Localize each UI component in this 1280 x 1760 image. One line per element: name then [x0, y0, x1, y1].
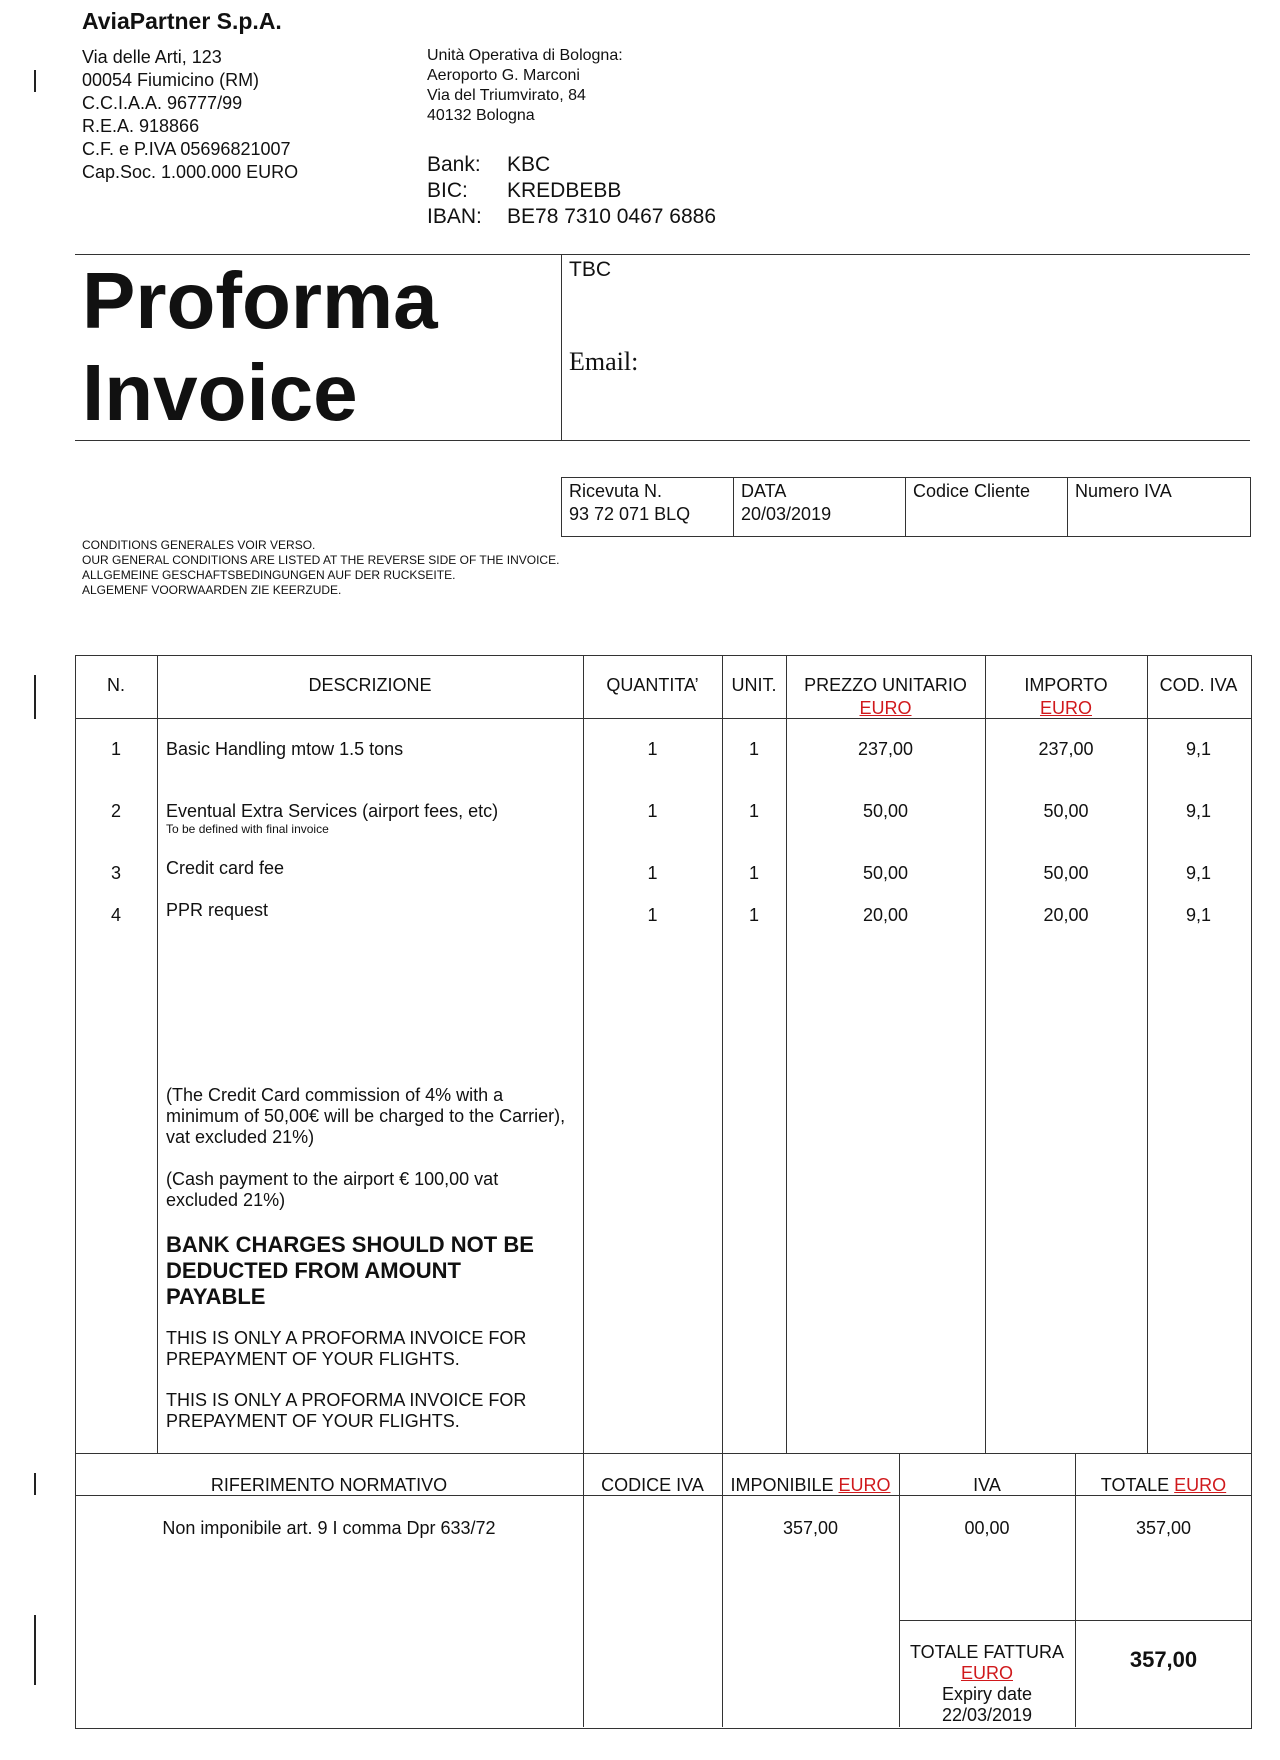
row-unit: 1: [748, 801, 759, 821]
row-unit-price: 20,00: [862, 905, 909, 925]
unit-line: Via del Triumvirato, 84: [427, 87, 586, 104]
divider: [733, 478, 734, 536]
data-cell: [741, 480, 831, 526]
row-unit: 1: [748, 905, 759, 925]
condition-line: ALLGEMEINE GESCHAFTSBEDINGUNGEN AUF DER RUCKSEITE.: [82, 568, 456, 582]
row-vat-code: 9,1: [1185, 863, 1212, 883]
proforma-notice: [166, 1328, 526, 1370]
row-amount: 50,00: [1043, 801, 1089, 821]
summary-totale: 357,00: [1135, 1518, 1192, 1538]
totale-label: TOTALE: [1100, 1475, 1170, 1495]
address-line: 00054 Fiumicino (RM): [82, 70, 260, 90]
divider: [905, 478, 906, 536]
general-conditions: [82, 538, 559, 598]
notice-line: BANK CHARGES SHOULD NOT BE: [166, 1232, 534, 1257]
condition-line: ALGEMENF VOORWAARDEN ZIE KEERZUDE.: [82, 583, 342, 597]
address-line: C.F. e P.IVA 05696821007: [82, 139, 291, 159]
divider: [985, 655, 986, 1453]
row-quantity: 1: [647, 739, 658, 759]
col-header-cod-iva: COD. IVA: [1159, 675, 1238, 695]
row-unit-price: 237,00: [857, 739, 914, 759]
margin-mark: [34, 70, 36, 92]
col-header-n: N.: [107, 675, 125, 695]
notice-line: PREPAYMENT OF YOUR FLIGHTS.: [166, 1411, 460, 1431]
prezzo-currency: EURO: [859, 698, 912, 718]
col-header-unit: UNIT.: [731, 675, 777, 695]
address-line: Cap.Soc. 1.000.000 EURO: [82, 162, 299, 182]
summary-riferimento: Non imponibile art. 9 I comma Dpr 633/72: [162, 1518, 496, 1538]
company-address: [82, 46, 298, 184]
row-number: 3: [110, 863, 121, 883]
recipient-email-label: Email:: [569, 347, 639, 376]
row-note: To be defined with final invoice: [166, 822, 329, 836]
recipient-name: TBC: [569, 258, 611, 281]
unit-line: 40132 Bologna: [427, 107, 535, 124]
title-line: Proforma: [82, 256, 438, 345]
divider: [722, 655, 723, 1453]
condition-line: OUR GENERAL CONDITIONS ARE LISTED AT THE REVERSE SIDE OF THE INVOICE.: [82, 553, 560, 567]
row-unit-price: 50,00: [862, 863, 909, 883]
row-amount: 50,00: [1043, 863, 1089, 883]
summary-header-riferimento: RIFERIMENTO NORMATIVO: [210, 1475, 448, 1495]
unit-line: Unità Operativa di Bologna:: [427, 47, 623, 64]
row-description: Basic Handling mtow 1.5 tons: [166, 739, 404, 759]
col-header-quantita: QUANTITA’: [606, 675, 699, 695]
ricevuta-value: 93 72 071 BLQ: [569, 504, 691, 524]
divider: [1147, 655, 1148, 1453]
row-quantity: 1: [647, 801, 658, 821]
bic-label: BIC:: [427, 179, 468, 202]
company-name: AviaPartner S.p.A.: [82, 8, 282, 34]
title-line: Invoice: [82, 348, 358, 437]
margin-mark: [34, 1615, 36, 1645]
notice-line: THIS IS ONLY A PROFORMA INVOICE FOR: [166, 1390, 527, 1410]
data-label: DATA: [741, 481, 787, 501]
address-line: Via delle Arti, 123: [82, 47, 222, 67]
receipt-box: [561, 477, 1251, 537]
importo-currency: EURO: [1039, 698, 1092, 718]
row-amount: 20,00: [1043, 905, 1089, 925]
note-line: (The Credit Card commission of 4% with a: [166, 1085, 504, 1105]
summary-iva: 00,00: [964, 1518, 1010, 1538]
notice-line: PAYABLE: [166, 1284, 266, 1309]
totale-fattura-block: [899, 1642, 1075, 1726]
margin-mark: [34, 1645, 36, 1685]
ricevuta-cell: [569, 480, 690, 526]
row-number: 4: [110, 905, 121, 925]
bank-charges-notice: [166, 1232, 534, 1310]
row-vat-code: 9,1: [1185, 905, 1212, 925]
row-quantity: 1: [647, 905, 658, 925]
address-line: C.C.I.A.A. 96777/99: [82, 93, 243, 113]
bank-label: Bank:: [427, 153, 481, 176]
unit-line: Aeroporto G. Marconi: [427, 67, 580, 84]
numero-iva-label: Numero IVA: [1075, 481, 1172, 501]
row-unit: 1: [748, 863, 759, 883]
condition-line: CONDITIONS GENERALES VOIR VERSO.: [82, 538, 316, 552]
summary-header-codice-iva: CODICE IVA: [601, 1475, 704, 1495]
row-number: 1: [110, 739, 121, 759]
address-line: R.E.A. 918866: [82, 116, 200, 136]
divider: [1067, 478, 1068, 536]
expiry-label: Expiry date: [941, 1684, 1033, 1704]
notice-line: THIS IS ONLY A PROFORMA INVOICE FOR: [166, 1328, 527, 1348]
data-value: 20/03/2019: [741, 504, 832, 524]
prezzo-label: PREZZO UNITARIO: [804, 675, 967, 695]
document-title: [82, 255, 438, 439]
divider: [786, 655, 787, 1453]
summary-header-totale: [1075, 1474, 1252, 1497]
proforma-notice: [166, 1390, 526, 1432]
notice-line: PREPAYMENT OF YOUR FLIGHTS.: [166, 1349, 460, 1369]
expiry-date: 22/03/2019: [941, 1705, 1033, 1725]
row-amount: 237,00: [1038, 739, 1094, 759]
bic-value: KREDBEBB: [507, 179, 622, 202]
summary-header-iva: IVA: [973, 1475, 1001, 1495]
note-line: vat excluded 21%): [166, 1127, 315, 1147]
summary-imponibile: 357,00: [782, 1518, 839, 1538]
row-description: Credit card fee: [166, 858, 285, 878]
note-line: excluded 21%): [166, 1190, 286, 1210]
note-line: minimum of 50,00€ will be charged to the Carrier),: [166, 1106, 566, 1126]
row-vat-code: 9,1: [1185, 739, 1212, 759]
bank-details: [427, 152, 716, 230]
divider: [561, 254, 562, 440]
divider: [157, 655, 158, 1453]
totale-fattura-label: TOTALE FATTURA: [909, 1642, 1065, 1662]
iban-value: BE78 7310 0467 6886: [507, 205, 717, 228]
imponibile-label: IMPONIBILE: [730, 1475, 834, 1495]
row-description: PPR request: [166, 900, 269, 920]
col-header-descrizione: DESCRIZIONE: [308, 675, 432, 695]
summary-header-imponibile: [722, 1474, 899, 1497]
totale-fattura-currency: EURO: [960, 1663, 1013, 1683]
row-unit-price: 50,00: [862, 801, 909, 821]
row-quantity: 1: [647, 863, 658, 883]
operative-unit: [427, 46, 623, 126]
divider: [583, 655, 584, 1453]
row-unit: 1: [748, 739, 759, 759]
notice-line: DEDUCTED FROM AMOUNT: [166, 1258, 461, 1283]
row-description: Eventual Extra Services (airport fees, etc): [166, 801, 499, 821]
credit-card-note: [166, 1085, 565, 1148]
note-line: (Cash payment to the airport € 100,00 vat: [166, 1169, 499, 1189]
codice-cliente-label: Codice Cliente: [913, 481, 1031, 501]
totale-fattura-value: 357,00: [1129, 1647, 1198, 1672]
totale-currency: EURO: [1174, 1475, 1227, 1495]
cash-note: [166, 1169, 498, 1211]
importo-label: IMPORTO: [1024, 675, 1108, 695]
row-number: 2: [110, 801, 121, 821]
imponibile-currency: EURO: [838, 1475, 891, 1495]
divider: [75, 440, 1250, 441]
margin-mark: [34, 1473, 36, 1495]
ricevuta-label: Ricevuta N.: [569, 481, 663, 501]
bank-value: KBC: [507, 153, 551, 176]
iban-label: IBAN:: [427, 205, 482, 228]
col-header-prezzo: [786, 674, 985, 720]
col-header-importo: [985, 674, 1147, 720]
margin-mark: [34, 675, 36, 719]
row-vat-code: 9,1: [1185, 801, 1212, 821]
